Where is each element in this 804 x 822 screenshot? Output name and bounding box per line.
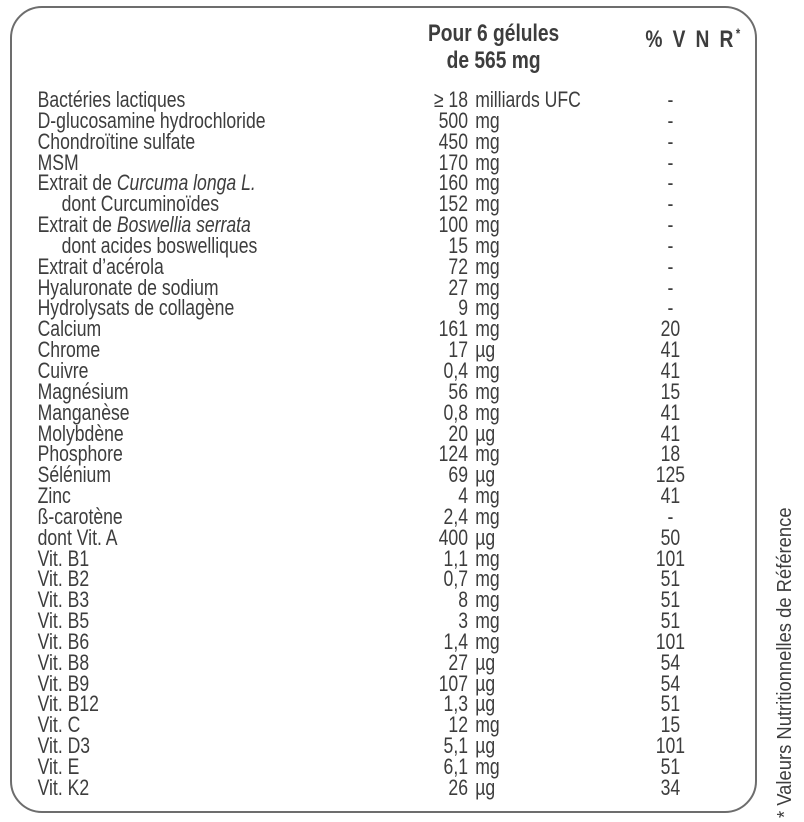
ingredient-vnr-percent: - (667, 212, 674, 238)
ingredient-name: Chrome (37, 337, 101, 363)
ingredient-amount: 1,4 (443, 628, 468, 654)
ingredient-name: Phosphore (37, 441, 123, 467)
ingredient-name: Molybdène (37, 420, 124, 446)
table-row (12, 545, 755, 571)
ingredient-vnr-percent: 41 (660, 337, 681, 363)
ingredient-unit: mg (475, 712, 500, 738)
table-row (12, 587, 755, 613)
ingredient-name: dont Vit. A (37, 524, 118, 550)
ingredient-vnr-percent: - (667, 191, 674, 217)
ingredient-amount: 400 (438, 524, 468, 550)
ingredient-name: Magnésium (37, 378, 129, 404)
ingredient-name: Vit. B9 (37, 670, 90, 696)
ingredient-name: dont acides boswelliques (61, 232, 258, 258)
ingredient-unit: µg (475, 462, 496, 488)
ingredient-name: Vit. B8 (37, 649, 90, 675)
ingredient-unit: mg (475, 608, 500, 634)
ingredient-vnr-percent: 51 (660, 608, 681, 634)
ingredient-amount: 12 (448, 712, 468, 738)
ingredient-name: Vit. B12 (37, 691, 99, 717)
table-row (12, 524, 755, 550)
ingredient-vnr-percent: 54 (660, 670, 681, 696)
ingredient-unit: mg (475, 316, 500, 342)
footnote-vertical: * Valeurs Nutritionnelles de Référence (774, 507, 796, 818)
ingredient-amount: 100 (438, 212, 468, 238)
ingredient-amount: 0,8 (443, 399, 468, 425)
ingredient-unit: mg (475, 399, 500, 425)
ingredient-unit: mg (475, 232, 500, 258)
ingredient-vnr-percent: 101 (655, 545, 686, 571)
ingredient-name: dont Curcuminoïdes (61, 191, 220, 217)
ingredient-name: Manganèse (37, 399, 130, 425)
ingredient-vnr-percent: 50 (660, 524, 681, 550)
ingredient-amount: 161 (438, 316, 468, 342)
ingredient-unit: µg (475, 649, 496, 675)
column-header-vnr (605, 20, 781, 53)
ingredient-name: ß-carotène (37, 503, 123, 529)
ingredient-vnr-percent: 125 (655, 462, 686, 488)
ingredient-vnr-percent: - (667, 232, 674, 258)
ingredient-vnr-percent: 101 (655, 628, 686, 654)
ingredient-amount: 450 (438, 128, 468, 154)
ingredient-amount: 4 (458, 483, 468, 509)
ingredient-amount: 17 (448, 337, 468, 363)
column-header-serving (374, 20, 614, 74)
ingredient-unit: mg (475, 754, 500, 779)
ingredient-unit: mg (475, 170, 500, 196)
ingredient-vnr-percent: 20 (660, 316, 681, 342)
vnr-asterisk: * (735, 25, 741, 41)
ingredient-amount: 8 (458, 587, 468, 613)
ingredient-amount: 0,4 (443, 357, 468, 383)
ingredient-unit: mg (475, 378, 500, 404)
ingredient-vnr-percent: 18 (660, 441, 681, 467)
table-row (12, 420, 755, 446)
ingredient-amount: 124 (438, 441, 468, 467)
table-row (12, 691, 755, 717)
table-row (12, 337, 755, 363)
ingredient-amount: 69 (448, 462, 468, 488)
ingredient-unit: mg (475, 191, 500, 217)
ingredient-amount: 5,1 (443, 733, 468, 759)
serving-header-line1: Pour 6 gélules (427, 20, 560, 47)
ingredient-unit: mg (475, 253, 500, 279)
nutrition-table-panel (10, 6, 757, 813)
ingredient-unit: µg (475, 774, 496, 800)
ingredient-vnr-percent: - (667, 253, 674, 279)
ingredient-unit: mg (475, 274, 500, 300)
ingredient-amount: 6,1 (443, 754, 468, 779)
ingredient-name: Vit. C (37, 712, 81, 738)
ingredient-amount: ≥ 18 (433, 87, 468, 112)
ingredient-amount: 15 (448, 232, 468, 258)
table-row (12, 712, 755, 738)
ingredient-unit: mg (475, 503, 500, 529)
ingredient-name-latin: Curcuma longa L. (116, 170, 256, 196)
ingredient-unit: µg (475, 420, 496, 446)
ingredient-amount: 2,4 (443, 503, 468, 529)
table-row (12, 670, 755, 696)
table-row (12, 774, 755, 800)
ingredient-amount: 107 (438, 670, 468, 696)
ingredient-vnr-percent: - (667, 295, 674, 321)
ingredient-name: Vit. D3 (37, 733, 91, 759)
ingredient-unit: mg (475, 628, 500, 654)
ingredient-amount: 0,7 (443, 566, 468, 592)
ingredient-name: MSM (37, 149, 79, 175)
table-row (12, 649, 755, 675)
ingredient-name: Vit. B2 (37, 566, 90, 592)
ingredient-vnr-percent: - (667, 128, 674, 154)
ingredient-unit: mg (475, 545, 500, 571)
ingredient-vnr-percent: - (667, 107, 674, 133)
ingredient-unit: mg (475, 441, 500, 467)
ingredient-unit: µg (475, 524, 496, 550)
ingredient-vnr-percent: 51 (660, 587, 681, 613)
ingredient-name: Extrait de Boswellia serrata (37, 212, 251, 238)
table-row (12, 733, 755, 759)
ingredient-vnr-percent: 101 (655, 733, 686, 759)
ingredient-unit: mg (475, 357, 500, 383)
ingredient-vnr-percent: - (667, 274, 674, 300)
ingredient-unit: µg (475, 691, 496, 717)
ingredient-name: Extrait de Curcuma longa L. (37, 170, 256, 196)
ingredient-vnr-percent: 15 (660, 378, 681, 404)
ingredient-name-latin: Boswellia serrata (116, 212, 251, 238)
table-row (12, 441, 755, 467)
ingredient-unit: mg (475, 107, 500, 133)
ingredient-vnr-percent: 41 (660, 483, 681, 509)
ingredient-unit: mg (475, 212, 500, 238)
table-row (12, 462, 755, 488)
ingredient-vnr-percent: 51 (660, 566, 681, 592)
ingredient-vnr-percent: 34 (660, 774, 681, 800)
ingredient-vnr-percent: - (667, 170, 674, 196)
ingredient-vnr-percent: - (667, 87, 674, 112)
ingredient-amount: 3 (458, 608, 468, 634)
ingredient-unit: mg (475, 295, 500, 321)
ingredient-vnr-percent: 51 (660, 754, 681, 779)
ingredient-name: Zinc (37, 483, 71, 509)
ingredient-vnr-percent: - (667, 149, 674, 175)
ingredient-name: Cuivre (37, 357, 89, 383)
ingredient-name: Extrait d’acérola (37, 253, 164, 279)
ingredient-amount: 72 (448, 253, 468, 279)
ingredient-unit: mg (475, 587, 500, 613)
ingredient-unit: µg (475, 670, 496, 696)
ingredient-name: Sélénium (37, 462, 111, 488)
table-row (12, 628, 755, 654)
table-row (12, 316, 755, 342)
ingredient-vnr-percent: 15 (660, 712, 681, 738)
ingredient-vnr-percent: 41 (660, 420, 681, 446)
ingredient-name: Vit. E (37, 754, 80, 779)
ingredient-amount: 20 (448, 420, 468, 446)
serving-header-line2: de 565 mg (446, 47, 541, 74)
ingredient-name: Vit. B5 (37, 608, 90, 634)
ingredient-unit: µg (475, 337, 496, 363)
ingredient-vnr-percent: 41 (660, 399, 681, 425)
ingredient-unit: milliards UFC (475, 87, 581, 112)
ingredient-amount: 26 (448, 774, 468, 800)
ingredient-amount: 1,1 (443, 545, 468, 571)
ingredient-unit: µg (475, 733, 496, 759)
ingredient-amount: 500 (438, 107, 468, 133)
ingredient-name: Bactéries lactiques (37, 87, 186, 112)
ingredient-name: Hyaluronate de sodium (37, 274, 219, 300)
table-row (12, 483, 755, 509)
ingredient-vnr-percent: - (667, 503, 674, 529)
ingredient-amount: 1,3 (443, 691, 468, 717)
ingredient-vnr-percent: 51 (660, 691, 681, 717)
ingredient-amount: 9 (458, 295, 468, 321)
table-row (12, 503, 755, 529)
ingredient-amount: 170 (438, 149, 468, 175)
ingredient-name: Vit. B1 (37, 545, 90, 571)
table-row (12, 128, 755, 154)
nutrition-table-content (12, 8, 755, 813)
ingredient-unit: mg (475, 149, 500, 175)
ingredient-name: Chondroïtine sulfate (37, 128, 196, 154)
ingredient-name: Vit. K2 (37, 774, 90, 800)
ingredient-name: Vit. B6 (37, 628, 90, 654)
table-row (12, 295, 755, 321)
ingredient-name: Vit. B3 (37, 587, 90, 613)
ingredient-amount: 27 (448, 649, 468, 675)
ingredient-unit: mg (475, 483, 500, 509)
ingredient-name: Hydrolysats de collagène (37, 295, 235, 321)
ingredient-amount: 27 (448, 274, 468, 300)
ingredient-amount: 160 (438, 170, 468, 196)
ingredient-vnr-percent: 54 (660, 649, 681, 675)
ingredient-amount: 56 (448, 378, 468, 404)
ingredient-rows (12, 87, 755, 800)
table-row (12, 566, 755, 592)
ingredient-unit: mg (475, 566, 500, 592)
vnr-header-label: % V N R (645, 26, 736, 53)
table-row (12, 608, 755, 634)
ingredient-name: D-glucosamine hydrochloride (37, 107, 266, 133)
ingredient-vnr-percent: 41 (660, 357, 681, 383)
ingredient-unit: mg (475, 128, 500, 154)
ingredient-name: Calcium (37, 316, 102, 342)
table-row (12, 754, 755, 779)
ingredient-amount: 152 (438, 191, 468, 217)
